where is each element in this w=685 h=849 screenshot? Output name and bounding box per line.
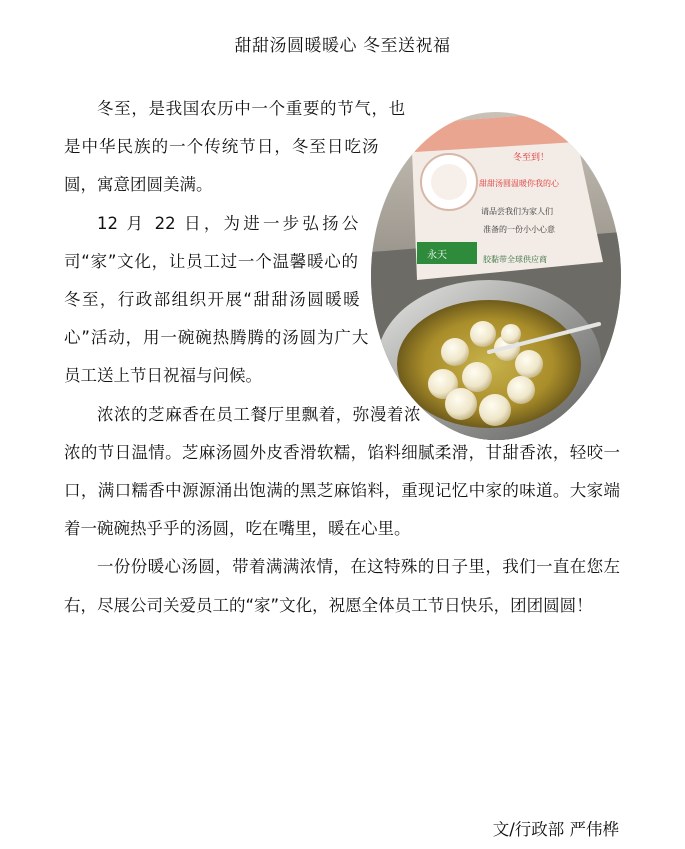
tangyuan-ball — [501, 324, 521, 344]
sign-brand-plate — [417, 242, 477, 264]
article-title: 甜甜汤圆暖暖心 冬至送祝福 — [234, 36, 451, 56]
tangyuan-ball — [445, 388, 477, 420]
tangyuan-ball — [507, 376, 535, 404]
tangyuan-ball — [479, 394, 511, 426]
tangyuan-ball — [470, 321, 496, 347]
tangyuan-ball — [515, 350, 543, 378]
paragraph-4: 一份份暖心汤圆，带着满满浓情，在这特殊的日子里，我们一直在您左右，尽展公司关爱员工的“家”文化，祝愿全体员工节日快乐，团团圆圆！ — [64, 557, 620, 615]
sign-line-3: 请品尝我们为家人们 — [481, 207, 553, 216]
tangyuan-ball — [462, 362, 492, 392]
sign-line-2: 甜甜汤圆温暖你我的心 — [479, 179, 559, 188]
paragraph-1: 冬至，是我国农历中一个重要的节气，也是中华民族的一个传统节日，冬至日吃汤圆，寓意团圆美满。 — [64, 99, 406, 195]
tangyuan-bowl-image — [371, 112, 621, 440]
sign-footer: 胶黏带全球供应商 — [483, 255, 547, 264]
sign-line-4: 准备的一份小小心意 — [483, 225, 555, 234]
sign-brand: 永天 — [427, 250, 447, 261]
paragraph-2: 12 月 22 日，为进一步弘扬公司“家”文化，让员工过一个温馨暖心的冬至，行政部组织开展“甜甜汤圆暖暖心”活动，用一碗碗热腾腾的汤圆为广大员工送上节日祝福与问候。 — [64, 213, 369, 386]
tangyuan-ball — [441, 338, 469, 366]
sign-line-1: 冬至到！ — [513, 153, 550, 163]
tangyuan-photo — [371, 112, 621, 440]
signature: 文/行政部 严伟桦 — [492, 820, 619, 839]
paragraph-3: 浓浓的芝麻香在员工餐厅里飘着，弥漫着浓浓的节日温情。芝麻汤圆外皮香滑软糯，馅料细腻柔滑，甘甜香浓，轻咬一口，满口糯香中源源涌出饱满的黑芝麻馅料，重现记忆中家的味道。大家端着一碗碗热乎乎的汤圆，吃在嘴里，暖在心里。 — [64, 404, 620, 539]
